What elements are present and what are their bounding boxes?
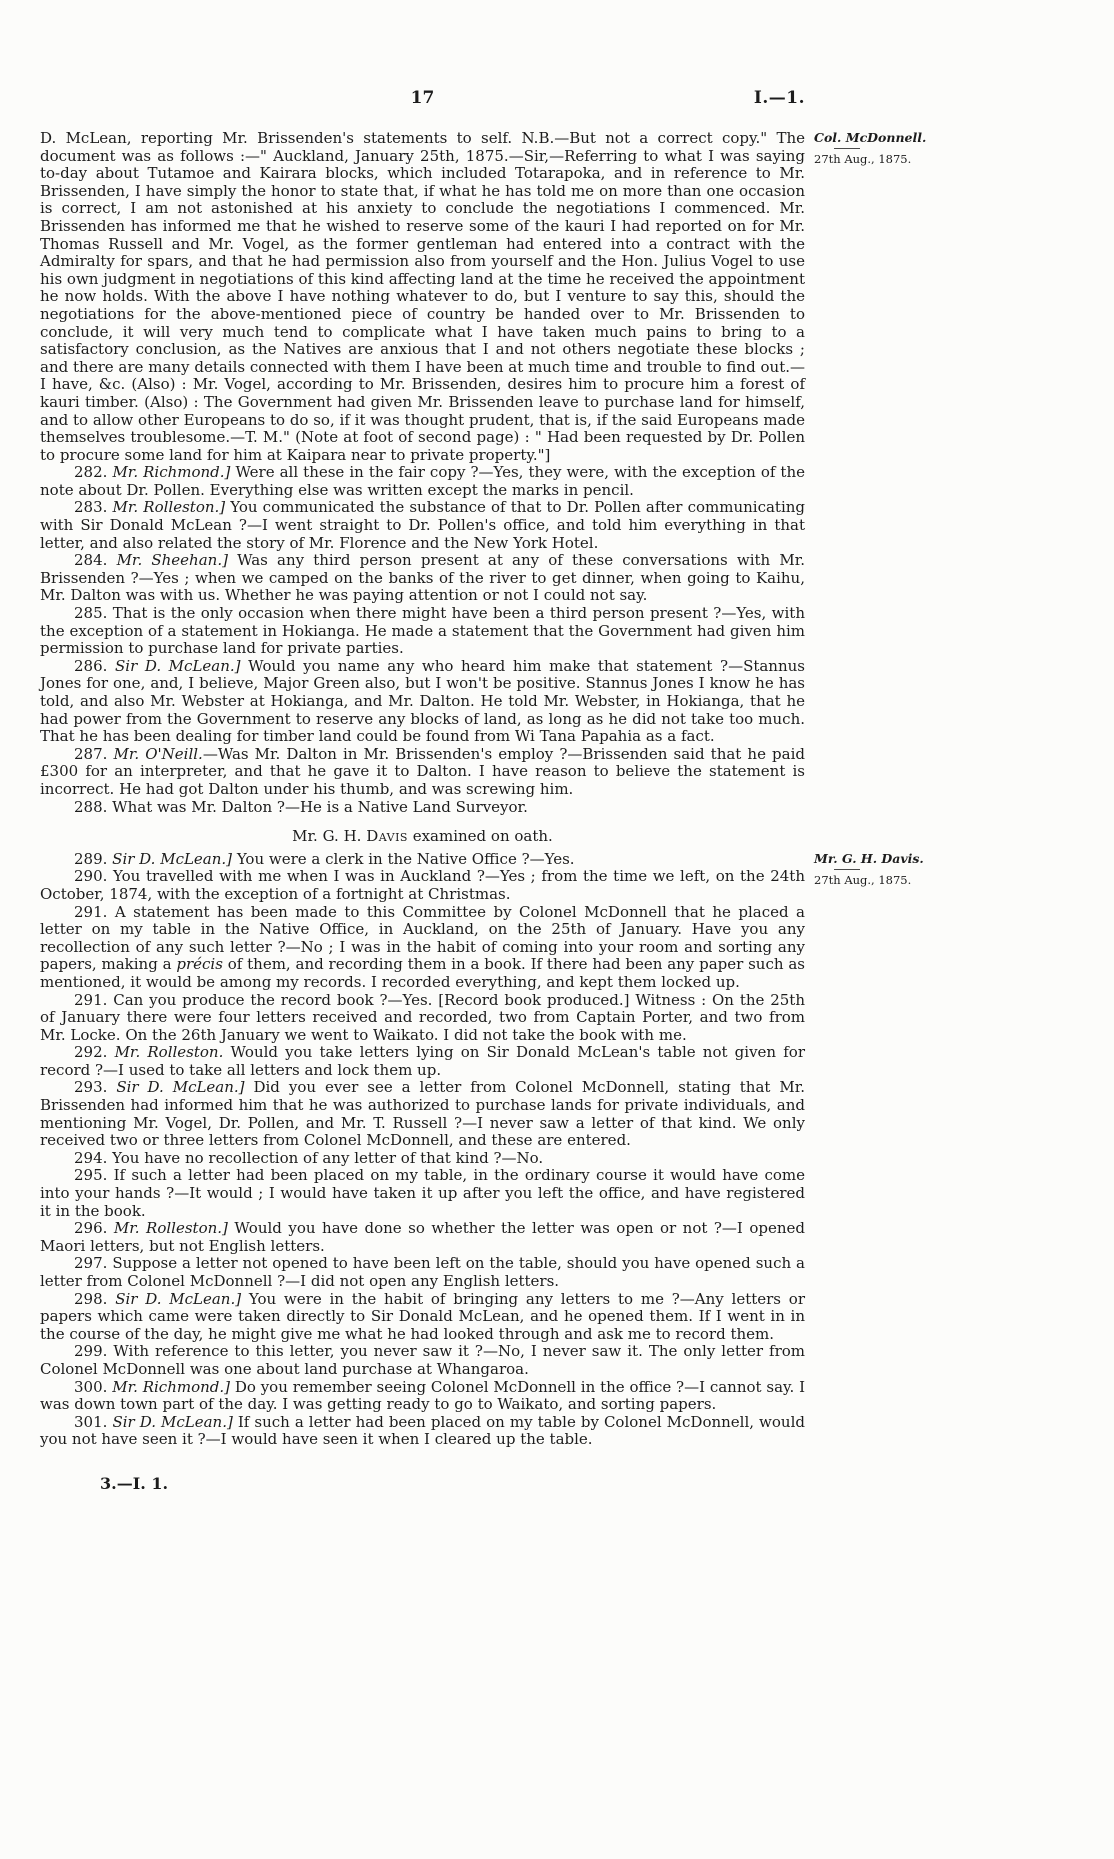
text-run: Mr. Sheehan.] — [116, 551, 238, 570]
text-run: 284. — [74, 551, 117, 570]
paragraph — [40, 1167, 805, 1220]
text-run: 285. That is the only occasion when there might have been a third person present ?—Yes, with the exception of a statement in Hokianga. He made a statement that the Government had given him permission to purchase land for private parties. — [40, 604, 805, 658]
paragraph — [40, 746, 805, 799]
text-run: 300. — [74, 1377, 113, 1396]
text-run: 297. Suppose a letter not opened to have been left on the table, should you have opened such a letter from Colonel McDonnell ?—I did not open any English letters. — [40, 1254, 805, 1290]
margin-note-date: 27th Aug., 1875. — [814, 872, 912, 887]
text-run: 291. Can you produce the record book ?—Yes. [Record book produced.] Witness : On the 25th of January there were four letters received and recorded, two from Captain Porter, and two from Mr. Locke. On the 26th January we went to Waikato. I did not take the book with me. — [40, 990, 805, 1044]
text-run: 286. — [74, 656, 115, 675]
text-run: If such a letter had been placed on my table by Colonel McDonnell, would you not have seen it ?—I would have seen it when I cleared up the table. — [40, 1412, 805, 1449]
text-run: 299. With reference to this letter, you never saw it ?—No, I never saw it. The only letter from Colonel McDonnell was one about land purchase at Whangaroa. — [40, 1342, 805, 1378]
paragraph — [40, 499, 805, 552]
margin-note — [814, 852, 930, 887]
text-run: Do you remember seeing Colonel McDonnell in the office ?—I cannot say. I was down town part of the day. I was getting ready to go to Waikato, and sorting papers. — [40, 1377, 806, 1414]
paragraph — [40, 1414, 805, 1449]
text-run: 301. — [74, 1412, 113, 1431]
paragraph — [40, 1150, 805, 1168]
margin-note-name: Col. McDonnell. — [814, 130, 927, 145]
paragraph — [40, 1379, 805, 1414]
paragraph — [40, 129, 927, 464]
text-run: of them, and recording them in a book. If there had been any paper such as mentioned, it would be among my records. I recorded everything, and kept them locked up. — [40, 955, 805, 991]
paragraph — [40, 1291, 805, 1344]
paragraph — [40, 1044, 805, 1079]
paragraph — [40, 658, 805, 746]
text-run: Would you take letters lying on Sir Donald McLean's table not given for record ?—I used to take all letters and lock them up. — [40, 1043, 805, 1079]
paragraph — [40, 799, 805, 817]
margin-note — [814, 131, 930, 166]
text-run: précis — [176, 955, 223, 974]
text-run: Would you have done so whether the letter was open or not ?—I opened Maori letters, but not English letters. — [40, 1219, 805, 1255]
margin-note-name: Mr. G. H. Davis. — [814, 850, 924, 866]
text-run: Sir D. McLean.] — [115, 1289, 249, 1308]
text-run: You were a clerk in the Native Office ?—Yes. — [236, 849, 575, 868]
text-run: Mr. O'Neill. — [113, 744, 203, 763]
text-run: 293. — [74, 1078, 117, 1097]
text-run: Were all these in the fair copy ?—Yes, they were, with the exception of the note about Dr. Pollen. Everything else was written except the marks in pencil. — [40, 463, 806, 499]
text-run: 292. — [74, 1043, 115, 1062]
paragraph — [40, 464, 805, 499]
text-run: Sir D. McLean.] — [115, 656, 249, 675]
text-run: Mr. Rolleston. — [114, 1043, 231, 1062]
text-run: Sir D. McLean.] — [112, 849, 237, 868]
text-run: You were in the habit of bringing any letters to me ?—Any letters or papers which came were taken directly to Sir Donald McLean, and he opened them. If I went in in the course of the day, he might give me what he had looked through and ask me to record them. — [40, 1289, 805, 1343]
paragraph — [40, 1220, 805, 1255]
text-run: 298. — [74, 1289, 116, 1308]
margin-note-rule — [834, 869, 860, 870]
document-body — [40, 129, 927, 1449]
text-run: 288. What was Mr. Dalton ?—He is a Native Land Surveyor. — [74, 797, 528, 816]
text-run: 296. — [74, 1219, 114, 1238]
paragraph — [40, 552, 805, 605]
text-run: 291. A statement has been made to this Committee by Colonel McDonnell that he placed a letter on my table in the Native Office, in Auckland, on the 25th of January. Have you any recollection of any such letter ?—No ; I was in the habit of coming into your room and sorting any papers, making a — [40, 902, 805, 974]
text-run: examined on oath. — [407, 827, 553, 846]
text-run: Was any third person present at any of these conversations with Mr. Brissenden ?—Yes ; when we camped on the banks of the river to get dinner, when going to Kaihu, Mr. Dalton was with us. Whether he was paying attention or not I could not say. — [40, 551, 805, 605]
text-run: Mr. Richmond.] — [112, 463, 236, 482]
text-run: —Was Mr. Dalton in Mr. Brissenden's employ ?—Brissenden said that he paid £300 for an interpreter, and that he gave it to Dalton. I have reason to believe the statement is incorrect. He had got Dalton under his thumb, and was screwing him. — [40, 744, 805, 798]
paper-reference: I.—1. — [753, 88, 805, 108]
text-run: 290. You travelled with me when I was in Auckland ?—Yes ; from the time we left, on the 24th October, 1874, with the exception of a fortnight at Christmas. — [40, 867, 805, 903]
paragraph — [40, 605, 805, 658]
paragraph — [40, 1079, 805, 1149]
paragraph — [40, 1343, 805, 1378]
page-footer: 3.—I. 1. — [100, 1474, 169, 1493]
text-run: 283. — [74, 498, 113, 517]
text-run: Did you ever see a letter from Colonel McDonnell, stating that Mr. Brissenden had informed him that he was authorized to purchase lands for private individuals, and mentioning Mr. Vogel, Dr. Pollen, and Mr. T. Russell ?—I never saw a letter of that kind. We only received two or three letters from Colonel McDonnell, and these are entered. — [40, 1078, 806, 1150]
text-run: You communicated the substance of that to Dr. Pollen after communicating with Sir Donald McLean ?—I went straight to Dr. Pollen's office, and told him everything in that letter, and also related the story of Mr. Florence and the New York Hotel. — [40, 498, 806, 552]
paragraph — [40, 868, 805, 903]
margin-note-date: 27th Aug., 1875. — [814, 152, 912, 166]
text-run: Mr. Rolleston.] — [113, 1219, 235, 1238]
text-run: D. McLean, reporting Mr. Brissenden's statements to self. N.B.—But not a correct copy." The document was as follows :—" Auckland, January 25th, 1875.—Sir,—Referring to what I was saying to-day about Tutamoe and Kairara blocks, which included Totarapoka, and in reference to Mr. Brissenden, I have simply the honor to state that, if what he has told me on more than one occasion is correct, I am not astonished at his anxiety to conclude the negotiations I commenced. Mr. Brissenden has informed me that he wished to reserve some of the kauri I had reported on for Mr. Thomas Russell and Mr. Vogel, as the former gentleman had entered into a contract with the Admiralty for spars, and that he had permission also from yourself and the Hon. Julius Vogel to use his own judgment in negotiations of this kind affecting land at the time he received the appointment he now holds. With the above I have nothing whatever to do, but I venture to say this, should the negotiations for the above-mentioned piece of country be handed over to Mr. Brissenden to conclude, it will very much tend to complicate what I have taken much pains to bring to a satisfactory conclusion, as the Natives are anxious that I and not others negotiate these blocks ; and there are many details connected with them I have been at much time and trouble to find out.—I have, &c. (Also) : Mr. Vogel, according to Mr. Brissenden, desires him to procure him a forest of kauri timber. (Also) : The Government had given Mr. Brissenden leave to purchase land for himself, and to allow other Europeans to do so, if it was thought prudent, that is, if the said Europeans made themselves troublesome.—T. M." (Note at foot of second page) : " Had been requested by Dr. Pollen to procure some land for him at Kaipara near to private property."] — [40, 129, 805, 464]
text-run: Mr. Richmond.] — [112, 1377, 235, 1396]
text-run: 294. You have no recollection of any letter of that kind ?—No. — [74, 1148, 544, 1167]
page-header — [40, 88, 805, 112]
paragraph — [40, 904, 805, 992]
text-run: Sir D. McLean.] — [112, 1412, 238, 1431]
text-run: 289. — [74, 849, 113, 868]
text-run: 287. — [74, 744, 114, 763]
margin-note-rule — [834, 148, 860, 149]
text-run: Sir D. McLean.] — [116, 1078, 254, 1097]
text-run: Mr. G. H. — [292, 827, 367, 846]
section-heading — [40, 828, 805, 846]
text-run: Mr. Rolleston.] — [112, 498, 231, 517]
paragraph — [40, 1255, 805, 1290]
page-number: 17 — [410, 88, 435, 108]
paragraph — [40, 992, 805, 1045]
text-run: Davis — [366, 827, 408, 846]
text-run: Would you name any who heard him make that statement ?—Stannus Jones for one, and, I believe, Major Green also, but I won't be positive. Stannus Jones I know he has told, and also Mr. Webster at Hokianga, and Mr. Dalton. He told Mr. Webster, in Hokianga, that he had power from the Government to reserve any blocks of land, as long as he did not take too much. That he has been dealing for timber land could be found from Wi Tana Papahia as a fact. — [40, 656, 805, 746]
text-run: 295. If such a letter had been placed on my table, in the ordinary course it would have come into your hands ?—It would ; I would have taken it up after you left the office, and have registered it in the book. — [40, 1166, 805, 1220]
text-run: 282. — [74, 463, 113, 482]
